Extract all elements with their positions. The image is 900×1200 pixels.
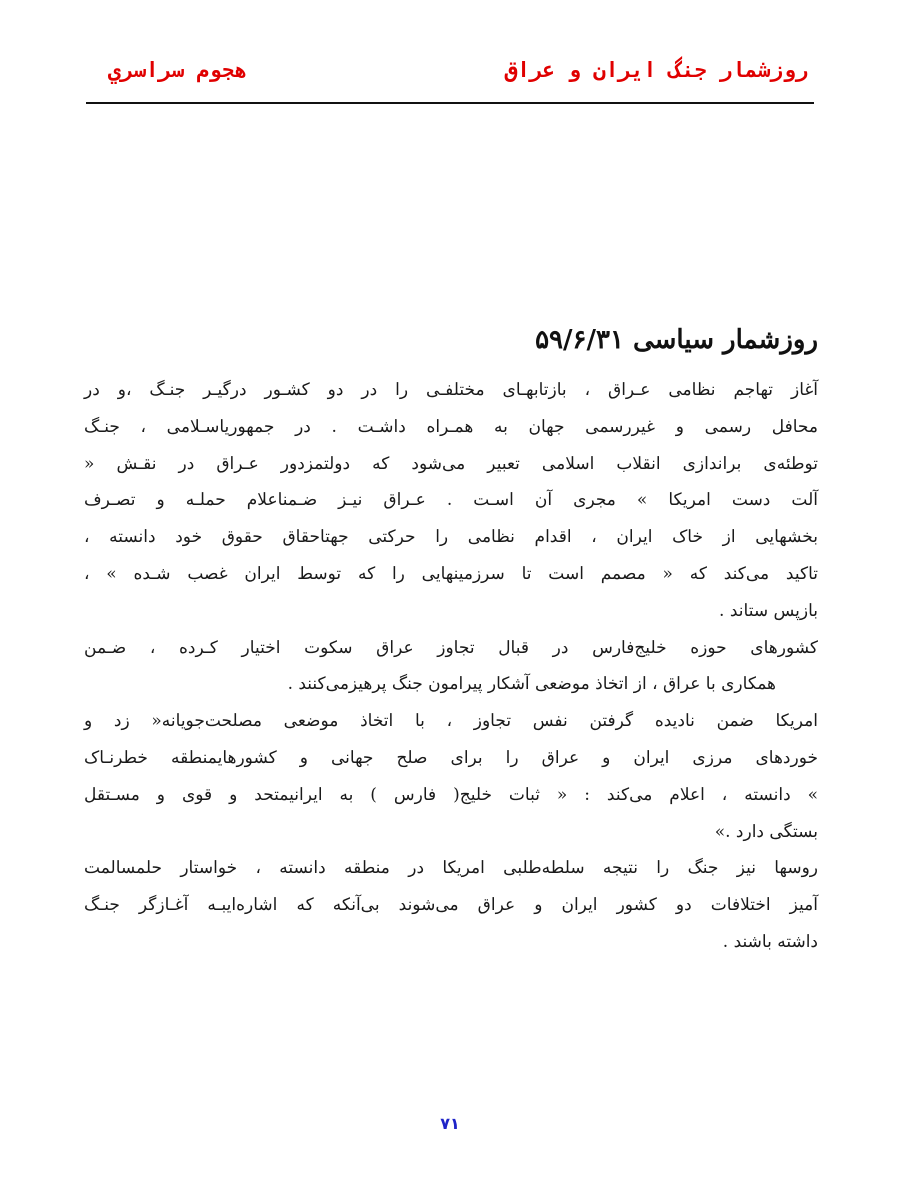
book-title: روزشمار جنگ ايران و عراق [504, 58, 808, 82]
text-line: محافل رسمی و غیررسمی جهان به همـراه داشـت . در جمهوریاسـلامی ، جنـگ [84, 416, 818, 437]
text-line: بستگی دارد .» [714, 821, 818, 842]
text-line: » دانسته ، اعلام می‌کند : « ثبات خلیج( فارس ) به ایرانیمتحد و قوی و مسـتقل [84, 784, 818, 805]
text-line: کشورهای حوزه خلیج‌فارس در قبال تجاوز عراق سکوت اختیار کـرده ، ضـمن [84, 637, 818, 658]
paragraph-4 [84, 850, 818, 960]
paragraph-3 [84, 703, 818, 850]
text-line: بازپس ستاند . [719, 600, 818, 621]
text-line: روسها نیز جنگ را نتیجه سلطه‌طلبی امریکا در منطقه دانسته ، خواستار حلمسالمت [84, 858, 818, 879]
running-header [86, 54, 814, 104]
paragraph-1 [84, 372, 818, 630]
text-line: خوردهای مرزی ایران و عراق را برای صلح جهانی و کشورهایمنطقه خطرنـاک [84, 747, 818, 768]
page-number: ۷۱ [440, 1114, 460, 1133]
text-line: توطئه‌ی براندازی انقلاب اسلامی تعبیر می‌شود که دولتمزدور عـراق در نقـش « [84, 453, 818, 474]
text-line: آغاز تهاجم نظامی عـراق ، بازتابهـای مختلفـی را در دو کشـور درگیـر جنـگ ،و در [84, 380, 818, 400]
paragraph-2 [84, 630, 818, 704]
text-line: همکاری با عراق ، از اتخاذ موضعی آشکار پیرامون جنگ پرهیزمی‌کنند . [287, 674, 776, 695]
text-line: تاکید می‌کند که « مصمم است تا سرزمینهایی را که توسط ایران غصب شـده » ، [84, 563, 818, 584]
text-line: داشته باشند . [722, 931, 818, 952]
page-body [84, 318, 818, 961]
chapter-title: هجوم سراسري [108, 58, 248, 82]
text-line: امریکا ضمن نادیده گرفتن نفس تجاوز ، با اتخاذ موضعی مصلحت‌جویانه« زد و [84, 711, 818, 732]
text-line: آلت دست امریکا » مجری آن اسـت . عـراق نیـز ضـمناعلام حملـه و تصـرف [84, 490, 818, 511]
text-line: آمیز اختلافات دو کشور ایران و عراق می‌شوند بی‌آنکه که اشاره‌ایبـه آغـازگر جنـگ [84, 895, 818, 916]
section-heading: روزشمار سیاسی ۵۹/۶/۳۱ [535, 325, 818, 355]
text-line: بخشهایی از خاک ایران ، اقدام نظامی را حرکتی جهتاحقاق حقوق خود دانسته ، [84, 527, 818, 548]
